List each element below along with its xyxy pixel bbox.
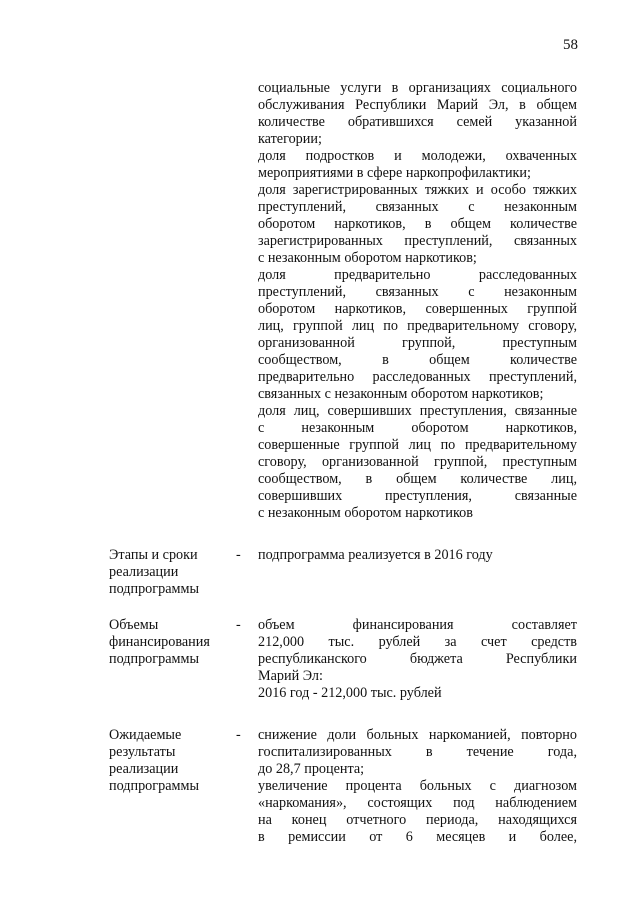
section-content-line: снижение доли больных наркоманией, повторно (258, 727, 577, 743)
section-label-line: результаты (109, 744, 176, 760)
section-dash: - (236, 617, 241, 633)
section-label-line: подпрограммы (109, 581, 199, 597)
section-content-line: на конец отчетного периода, находящихся (258, 812, 577, 828)
content-line: оборотом наркотиков, в общем количестве (258, 216, 577, 232)
content-line: с незаконным оборотом наркотиков (258, 505, 473, 521)
content-line: преступлений, связанных с незаконным (258, 284, 577, 300)
content-line: обслуживания Республики Марий Эл, в общем (258, 97, 577, 113)
content-line: оборотом наркотиков, совершенных группой (258, 301, 577, 317)
content-line: социальные услуги в организациях социального (258, 80, 577, 96)
section-content-line: 212,000 тыс. рублей за счет средств (258, 634, 577, 650)
section-content-line: объем финансирования составляет (258, 617, 577, 633)
content-line: связанных с незаконным оборотом наркотиков; (258, 386, 544, 402)
content-line: количестве обратившихся семей указанной (258, 114, 577, 130)
section-label-line: финансирования (109, 634, 210, 650)
section-content-line: до 28,7 процента; (258, 761, 365, 777)
section-dash: - (236, 547, 241, 563)
section-label-line: подпрограммы (109, 778, 199, 794)
content-line: преступлений, связанных с незаконным (258, 199, 577, 215)
section-content-line: увеличение процента больных с диагнозом (258, 778, 577, 794)
content-line: мероприятиями в сфере наркопрофилактики; (258, 165, 531, 181)
section-content-line: республиканского бюджета Республики (258, 651, 577, 667)
content-line: категории; (258, 131, 322, 147)
section-content-line: 2016 год - 212,000 тыс. рублей (258, 685, 442, 701)
content-line: сообществом, в общем количестве лиц, (258, 471, 577, 487)
content-line: с незаконным оборотом наркотиков; (258, 250, 477, 266)
content-line: предварительно расследованных преступлений, (258, 369, 577, 385)
content-line: совершенные группой лиц по предварительному (258, 437, 577, 453)
content-line: лиц, группой лиц по предварительному сговору, (258, 318, 577, 334)
section-label-line: Объемы (109, 617, 159, 633)
section-content-line: Марий Эл: (258, 668, 323, 684)
section-label-line: Этапы и сроки (109, 547, 198, 563)
content-line: организованной группой, преступным (258, 335, 577, 351)
content-line: зарегистрированных преступлений, связанных (258, 233, 577, 249)
section-label-line: подпрограммы (109, 651, 199, 667)
section-content-line: «наркомания», состоящих под наблюдением (258, 795, 577, 811)
section-dash: - (236, 727, 241, 743)
section-label-line: реализации (109, 564, 179, 580)
content-line: доля зарегистрированных тяжких и особо тяжких (258, 182, 577, 198)
content-line: доля подростков и молодежи, охваченных (258, 148, 577, 164)
section-label-line: Ожидаемые (109, 727, 182, 743)
content-line: сообществом, в общем количестве (258, 352, 577, 368)
section-content-line: подпрограмма реализуется в 2016 году (258, 547, 493, 563)
section-content-line: госпитализированных в течение года, (258, 744, 577, 760)
section-content-line: в ремиссии от 6 месяцев и более, (258, 829, 577, 845)
page-number: 58 (563, 37, 578, 53)
content-line: доля лиц, совершивших преступления, связанные (258, 403, 577, 419)
content-line: сговору, организованной группой, преступным (258, 454, 577, 470)
content-line: доля предварительно расследованных (258, 267, 577, 283)
content-line: с незаконным оборотом наркотиков, (258, 420, 577, 436)
content-line: совершивших преступления, связанные (258, 488, 577, 504)
section-label-line: реализации (109, 761, 179, 777)
